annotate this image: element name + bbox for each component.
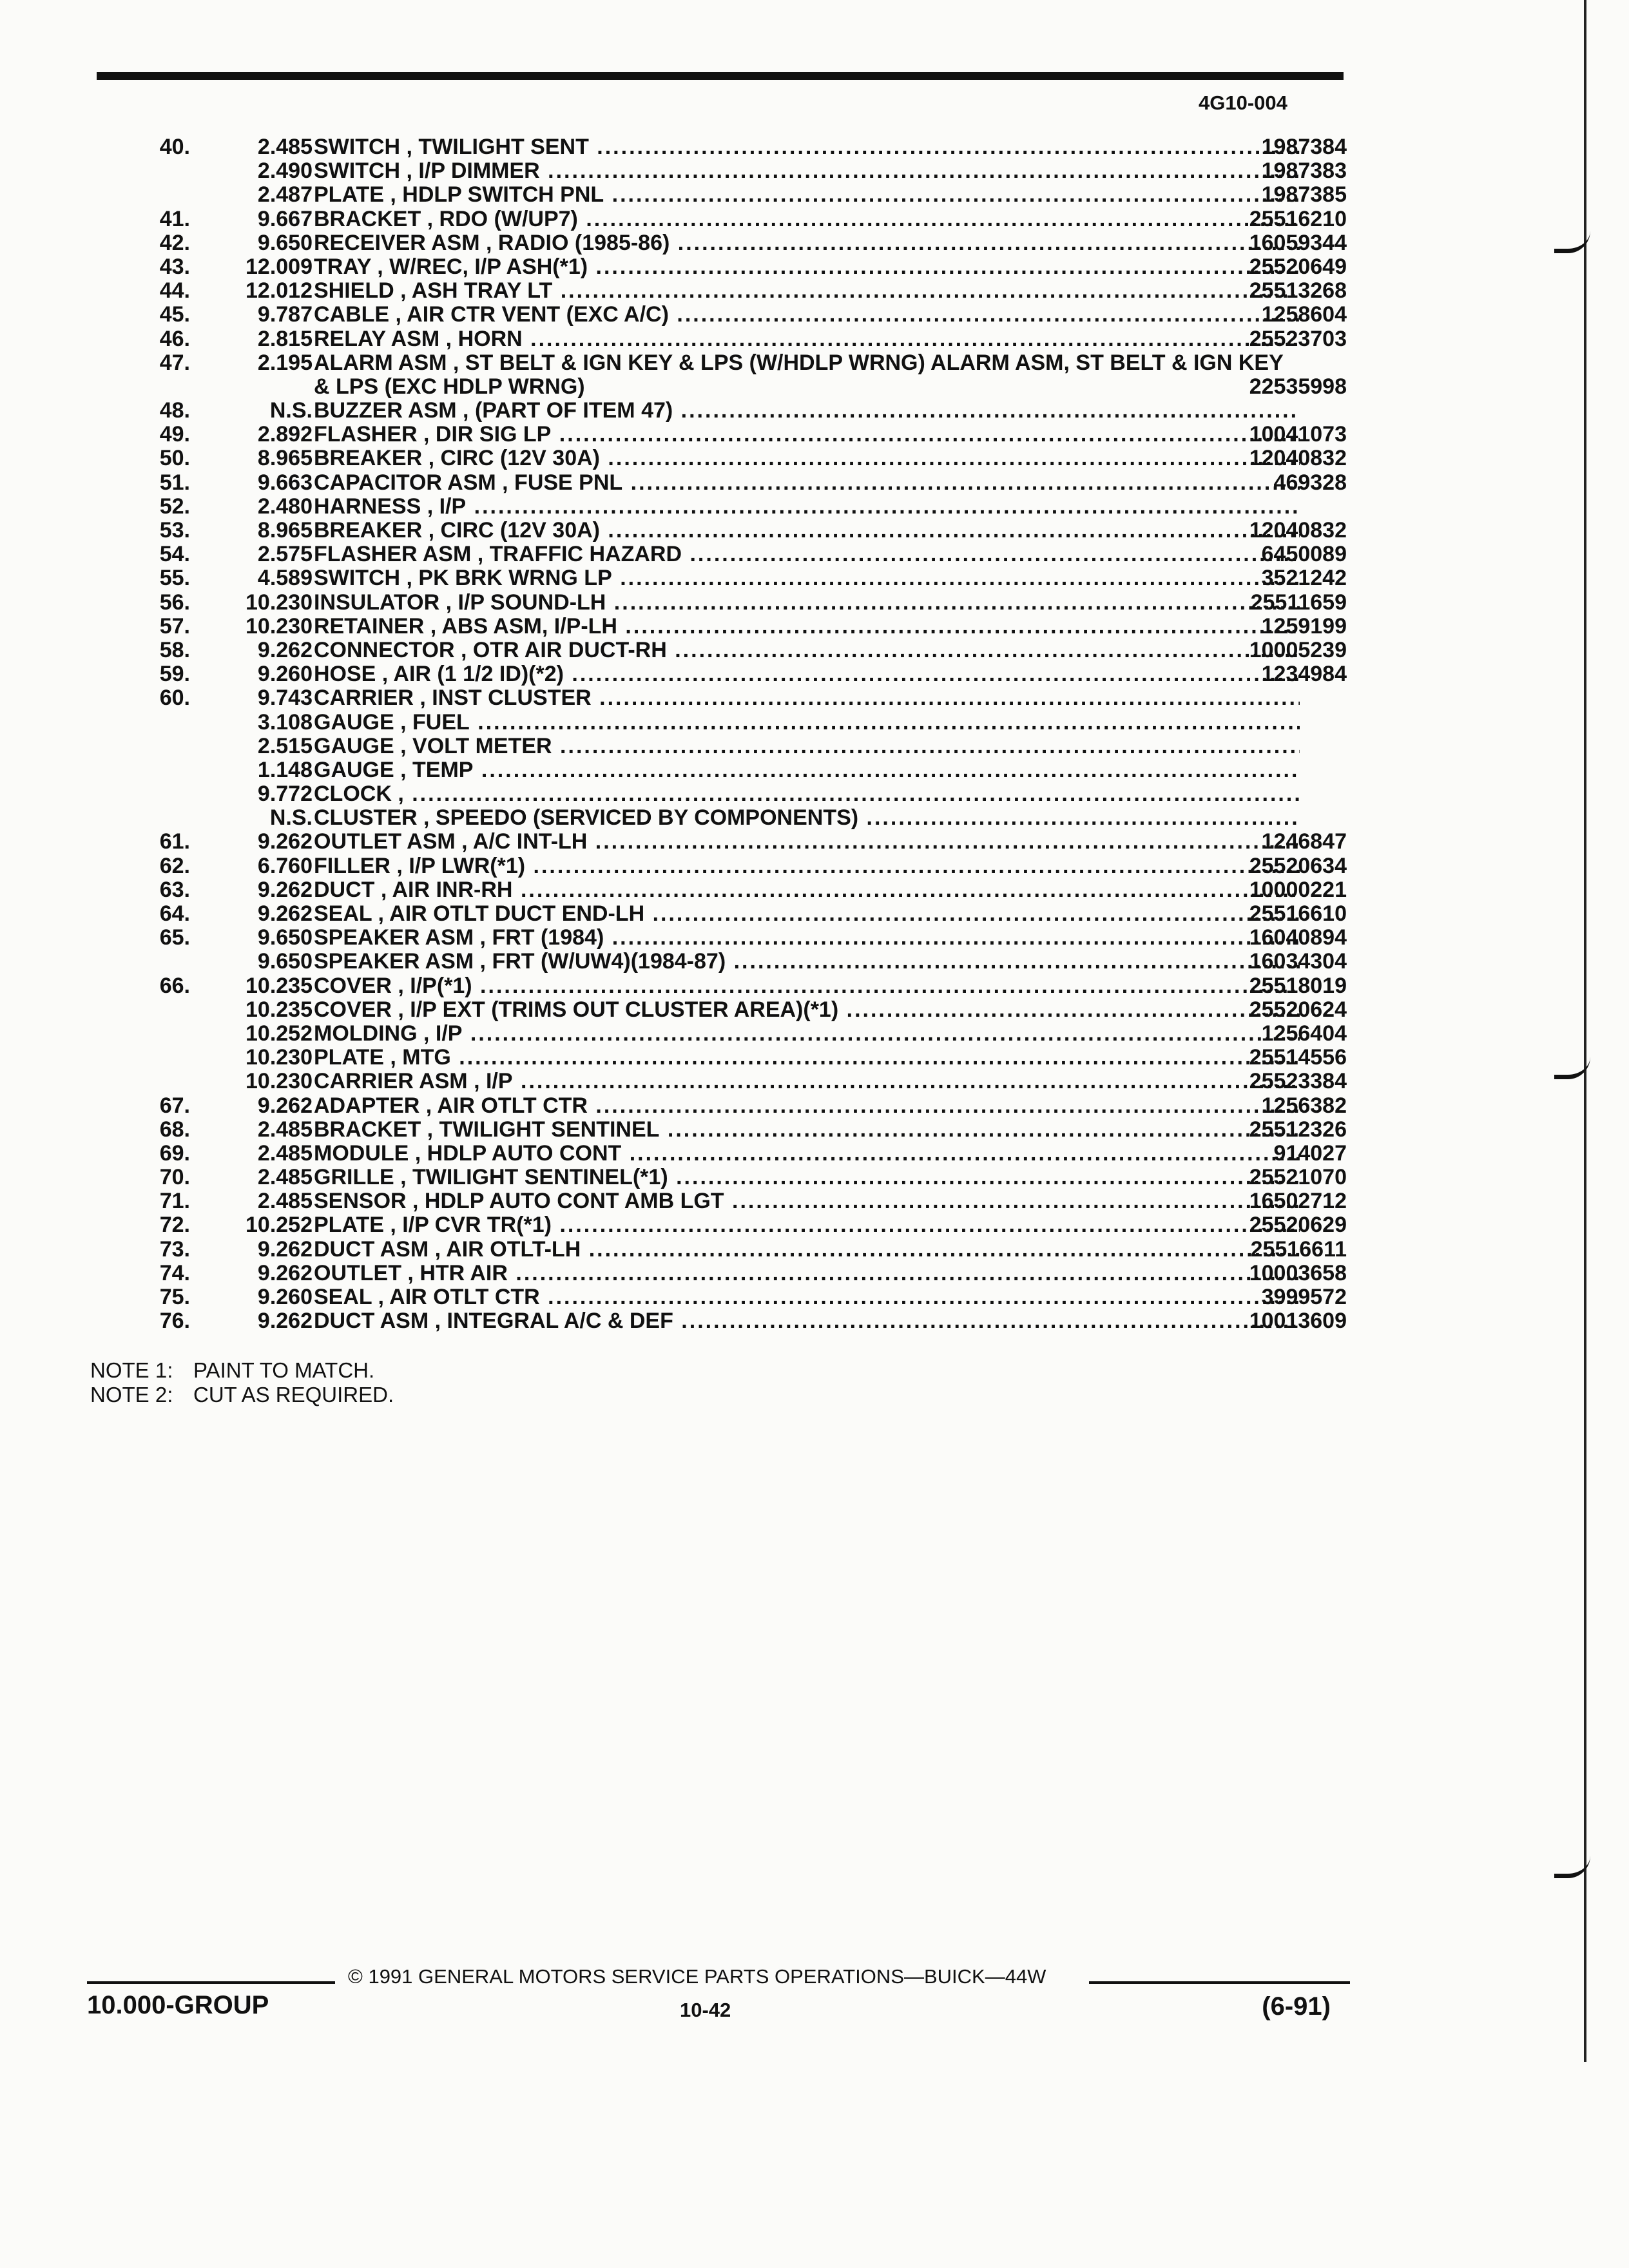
- parts-row: [97, 1262, 1347, 1285]
- parts-row: [97, 471, 1347, 495]
- description-text: SENSOR , HDLP AUTO CONT AMB LGT .....: [314, 1189, 1300, 1213]
- part-description: [314, 615, 1300, 639]
- description-text: MODULE , HDLP AUTO CONT .....: [314, 1142, 1300, 1166]
- description-text: GAUGE , TEMP .....: [314, 758, 1300, 782]
- part-description: [314, 830, 1300, 854]
- part-description: [314, 806, 1300, 830]
- part-description: [314, 1094, 1300, 1118]
- description-text: RECEIVER ASM , RADIO (1985-86) .....: [314, 231, 1300, 255]
- part-description: [314, 327, 1300, 351]
- group-number: 9.667: [257, 206, 313, 231]
- part-description: [314, 758, 1300, 782]
- parts-row: [97, 1070, 1347, 1093]
- group-number: 10.230: [246, 613, 313, 639]
- description-text: SHIELD , ASH TRAY LT .....: [314, 279, 1300, 303]
- part-description: [314, 1142, 1300, 1166]
- item-number: 54.: [159, 542, 190, 567]
- parts-row: [97, 974, 1347, 998]
- part-number: 469328: [1273, 470, 1347, 495]
- group-number: 2.485: [257, 1189, 313, 1214]
- part-description: [314, 303, 1300, 327]
- group-number: 12.012: [246, 278, 313, 303]
- part-number: 12040832: [1249, 446, 1347, 471]
- item-number: 65.: [159, 925, 190, 950]
- parts-row: [97, 854, 1347, 878]
- part-number: 25516611: [1250, 1236, 1347, 1262]
- part-description: [314, 711, 1300, 735]
- description-text: TRAY , W/REC, I/P ASH(*1) .....: [314, 255, 1300, 279]
- group-number: 9.262: [257, 829, 313, 854]
- description-text: COVER , I/P(*1) .....: [314, 974, 1300, 998]
- group-number: 2.485: [257, 1117, 313, 1142]
- group-number: 2.480: [257, 494, 313, 519]
- parts-row: [97, 1094, 1347, 1118]
- group-number: 2.487: [257, 182, 313, 207]
- part-number: 12040832: [1249, 518, 1347, 543]
- item-number: 48.: [159, 398, 190, 423]
- part-number: 1259199: [1261, 613, 1347, 639]
- part-description: [314, 207, 1300, 231]
- group-number: 9.262: [257, 1260, 313, 1285]
- part-description: [314, 423, 1300, 447]
- description-text: ADAPTER , AIR OTLT CTR .....: [314, 1094, 1300, 1118]
- note: [90, 1383, 394, 1407]
- part-number: 1256404: [1261, 1021, 1347, 1046]
- part-number: 22535998: [1249, 374, 1347, 399]
- description-text: BRACKET , TWILIGHT SENTINEL .....: [314, 1118, 1300, 1142]
- parts-row: [97, 1046, 1347, 1070]
- part-number: 25520649: [1249, 254, 1347, 279]
- part-number: 25521070: [1249, 1165, 1347, 1190]
- group-number: 2.485: [257, 1140, 313, 1166]
- parts-row: [97, 207, 1347, 231]
- part-number: 25520629: [1249, 1213, 1347, 1238]
- item-number: 61.: [159, 829, 190, 854]
- parts-row: [97, 495, 1347, 519]
- parts-row: [97, 1309, 1347, 1333]
- part-number: 6450089: [1261, 542, 1347, 567]
- group-number: 9.650: [257, 925, 313, 950]
- part-description: [314, 1213, 1300, 1237]
- description-text: PLATE , I/P CVR TR(*1) .....: [314, 1213, 1300, 1237]
- item-number: 59.: [159, 662, 190, 687]
- parts-row: [97, 1213, 1347, 1237]
- item-number: 63.: [159, 877, 190, 902]
- part-description: [314, 1285, 1300, 1309]
- item-number: 60.: [159, 686, 190, 711]
- item-number: 75.: [159, 1285, 190, 1310]
- part-description: [314, 399, 1300, 423]
- part-number: 25523703: [1249, 326, 1347, 351]
- part-description: [314, 854, 1300, 878]
- footer-rule-left: [87, 1981, 335, 1984]
- parts-row: [97, 711, 1347, 735]
- group-number: 10.230: [246, 1069, 313, 1094]
- description-text: COVER , I/P EXT (TRIMS OUT CLUSTER AREA)(*1) .....: [314, 998, 1300, 1022]
- group-number: 2.515: [257, 733, 313, 758]
- group-number: 9.650: [257, 230, 313, 255]
- group-number: 8.965: [257, 446, 313, 471]
- page-edge-rule: [1584, 0, 1586, 2062]
- parts-row: [97, 615, 1347, 639]
- group-number: 9.262: [257, 1309, 313, 1334]
- group-number: 9.787: [257, 302, 313, 327]
- parts-row: [97, 926, 1347, 950]
- item-number: 73.: [159, 1236, 190, 1262]
- item-number: 50.: [159, 446, 190, 471]
- part-description: [314, 662, 1300, 686]
- part-description: [314, 279, 1300, 303]
- part-description: [314, 998, 1300, 1022]
- part-description: [314, 566, 1300, 590]
- parts-row: [97, 662, 1347, 686]
- group-label: 10.000-GROUP: [87, 1991, 269, 2019]
- part-number: 25514556: [1249, 1045, 1347, 1070]
- part-number: 25520624: [1249, 997, 1347, 1022]
- parts-row: [97, 255, 1347, 279]
- part-number: 1256382: [1261, 1093, 1347, 1118]
- part-description: [314, 926, 1300, 950]
- revision-date: (6-91): [1262, 1992, 1331, 2021]
- group-number: 9.262: [257, 637, 313, 662]
- item-number: 72.: [159, 1213, 190, 1238]
- part-number: 1987383: [1261, 159, 1347, 184]
- part-description: [314, 1262, 1300, 1285]
- group-number: 4.589: [257, 566, 313, 591]
- parts-row: [97, 998, 1347, 1022]
- parts-row: [97, 519, 1347, 543]
- group-number: 9.262: [257, 1236, 313, 1262]
- parts-row: [97, 1118, 1347, 1142]
- part-description: [314, 686, 1300, 710]
- note: [90, 1358, 394, 1383]
- description-text: FILLER , I/P LWR(*1) .....: [314, 854, 1300, 878]
- item-number: 42.: [159, 230, 190, 255]
- item-number: 44.: [159, 278, 190, 303]
- group-number: 9.663: [257, 470, 313, 495]
- page-number: 10-42: [680, 1999, 731, 2021]
- item-number: 53.: [159, 518, 190, 543]
- parts-row: [97, 1285, 1347, 1309]
- description-text: SPEAKER ASM , FRT (1984) .....: [314, 926, 1300, 950]
- item-number: 58.: [159, 637, 190, 662]
- part-description: [314, 639, 1300, 662]
- parts-row: [97, 327, 1347, 351]
- description-text: BUZZER ASM , (PART OF ITEM 47) .....: [314, 399, 1300, 423]
- group-number: 10.230: [246, 590, 313, 615]
- parts-row: [97, 735, 1347, 758]
- part-number: 25518019: [1249, 973, 1347, 998]
- description-text: PLATE , MTG .....: [314, 1046, 1300, 1070]
- part-number: 1246847: [1261, 829, 1347, 854]
- description-text: CARRIER , INST CLUSTER .....: [314, 686, 1300, 710]
- parts-row: [97, 878, 1347, 902]
- group-number: 2.575: [257, 542, 313, 567]
- description-text: FLASHER ASM , TRAFFIC HAZARD .....: [314, 543, 1300, 566]
- part-description: [314, 471, 1300, 495]
- description-text: GAUGE , VOLT METER .....: [314, 735, 1300, 758]
- part-number: 10013609: [1249, 1309, 1347, 1334]
- group-number: 9.743: [257, 686, 313, 711]
- item-number: 76.: [159, 1309, 190, 1334]
- group-number: 2.815: [257, 326, 313, 351]
- part-description: [314, 1022, 1300, 1046]
- parts-row: [97, 758, 1347, 782]
- description-text: SWITCH , PK BRK WRNG LP .....: [314, 566, 1300, 590]
- description-text: BRACKET , RDO (W/UP7) .....: [314, 207, 1300, 231]
- item-number: 74.: [159, 1260, 190, 1285]
- group-number: 10.252: [246, 1021, 313, 1046]
- part-description: [314, 1070, 1300, 1093]
- item-number: 46.: [159, 326, 190, 351]
- group-number: 8.965: [257, 518, 313, 543]
- part-description: [314, 255, 1300, 279]
- notes-section: [90, 1358, 394, 1407]
- top-rule: [97, 72, 1344, 80]
- parts-row: [97, 902, 1347, 926]
- description-text: GAUGE , FUEL .....: [314, 711, 1300, 735]
- description-text: HOSE , AIR (1 1/2 ID)(*2) .....: [314, 662, 1300, 686]
- parts-row: [97, 423, 1347, 447]
- group-number: 10.235: [246, 997, 313, 1022]
- item-number: 67.: [159, 1093, 190, 1118]
- parts-row: [97, 782, 1347, 806]
- parts-row: [97, 447, 1347, 470]
- description-text: RETAINER , ABS ASM, I/P-LH .....: [314, 615, 1300, 639]
- part-number: 10041073: [1249, 422, 1347, 447]
- description-text: CABLE , AIR CTR VENT (EXC A/C) .....: [314, 303, 1300, 327]
- item-number: 70.: [159, 1165, 190, 1190]
- note-label: NOTE 1:: [90, 1358, 173, 1382]
- part-description: [314, 447, 1300, 470]
- part-description: [314, 1189, 1300, 1213]
- part-number: 25512326: [1249, 1117, 1347, 1142]
- description-text: CLUSTER , SPEEDO (SERVICED BY COMPONENTS) .....: [314, 806, 1300, 830]
- part-description: [314, 495, 1300, 519]
- parts-row: [97, 686, 1347, 710]
- item-number: 68.: [159, 1117, 190, 1142]
- part-number: 10003658: [1249, 1260, 1347, 1285]
- group-number: 1.148: [257, 757, 313, 782]
- part-description: [314, 1118, 1300, 1142]
- parts-row: [97, 1166, 1347, 1189]
- part-number: 3521242: [1261, 566, 1347, 591]
- part-number: 10005239: [1249, 637, 1347, 662]
- part-description: [314, 231, 1300, 255]
- part-number: 25516210: [1249, 206, 1347, 231]
- description-text: DUCT ASM , INTEGRAL A/C & DEF .....: [314, 1309, 1300, 1333]
- part-description: [314, 135, 1300, 159]
- group-number: N.S.: [269, 398, 313, 423]
- description-text: MOLDING , I/P .....: [314, 1022, 1300, 1046]
- description-text: DUCT ASM , AIR OTLT-LH .....: [314, 1238, 1300, 1262]
- part-number: 1234984: [1261, 662, 1347, 687]
- description-text: ALARM ASM , ST BELT & IGN KEY & LPS (W/HDLP WRNG) ALARM ASM, ST BELT & IGN KEY & LPS (EXC HDLP WRNG): [314, 351, 1284, 399]
- part-number: 1987385: [1261, 182, 1347, 207]
- description-text: RELAY ASM , HORN .....: [314, 327, 1300, 351]
- part-number: 3999572: [1261, 1285, 1347, 1310]
- part-description: [314, 878, 1300, 902]
- group-number: 9.262: [257, 877, 313, 902]
- group-number: 2.485: [257, 135, 313, 159]
- part-number: 10000221: [1249, 877, 1347, 902]
- part-number: 25516610: [1249, 901, 1347, 927]
- part-description: [314, 902, 1300, 926]
- description-text: CAPACITOR ASM , FUSE PNL .....: [314, 471, 1300, 495]
- part-description: [314, 519, 1300, 543]
- part-number: 16502712: [1249, 1189, 1347, 1214]
- description-text: INSULATOR , I/P SOUND-LH .....: [314, 591, 1300, 615]
- description-text: OUTLET , HTR AIR .....: [314, 1262, 1300, 1285]
- description-text: CARRIER ASM , I/P .....: [314, 1070, 1300, 1093]
- group-number: 3.108: [257, 709, 313, 735]
- description-text: CONNECTOR , OTR AIR DUCT-RH .....: [314, 639, 1300, 662]
- parts-row: [97, 830, 1347, 854]
- parts-row: [97, 543, 1347, 566]
- parts-row: [97, 1189, 1347, 1213]
- description-text: SEAL , AIR OTLT CTR .....: [314, 1285, 1300, 1309]
- description-text: OUTLET ASM , A/C INT-LH .....: [314, 830, 1300, 854]
- description-text: HARNESS , I/P .....: [314, 495, 1300, 519]
- item-number: 62.: [159, 853, 190, 878]
- note-text: CUT AS REQUIRED.: [193, 1383, 394, 1407]
- part-description: [314, 1166, 1300, 1189]
- group-number: 9.260: [257, 662, 313, 687]
- item-number: 64.: [159, 901, 190, 927]
- part-description: [314, 591, 1300, 615]
- item-number: 49.: [159, 422, 190, 447]
- parts-row: [97, 303, 1347, 327]
- part-description: [314, 1238, 1300, 1262]
- description-text: FLASHER , DIR SIG LP .....: [314, 423, 1300, 447]
- group-number: 9.772: [257, 782, 313, 807]
- group-number: 10.230: [246, 1045, 313, 1070]
- part-number: 914027: [1273, 1140, 1347, 1166]
- parts-row: [97, 135, 1347, 159]
- group-number: 9.262: [257, 901, 313, 927]
- group-number: 12.009: [246, 254, 313, 279]
- page-code: 4G10-004: [1199, 91, 1287, 114]
- parts-row: [97, 399, 1347, 423]
- group-number: 10.252: [246, 1213, 313, 1238]
- item-number: 41.: [159, 206, 190, 231]
- description-text: GRILLE , TWILIGHT SENTINEL(*1) .....: [314, 1166, 1300, 1189]
- part-description: [314, 351, 1300, 399]
- group-number: N.S.: [269, 805, 313, 831]
- description-text: DUCT , AIR INR-RH .....: [314, 878, 1300, 902]
- group-number: 10.235: [246, 973, 313, 998]
- group-number: 2.195: [257, 350, 313, 375]
- part-number: 25520634: [1249, 853, 1347, 878]
- part-description: [314, 159, 1300, 183]
- item-number: 43.: [159, 254, 190, 279]
- group-number: 9.262: [257, 1093, 313, 1118]
- parts-row: [97, 591, 1347, 615]
- item-number: 47.: [159, 350, 190, 375]
- part-number: 16059344: [1249, 230, 1347, 255]
- parts-row: [97, 279, 1347, 303]
- part-description: [314, 974, 1300, 998]
- part-number: 25513268: [1249, 278, 1347, 303]
- item-number: 52.: [159, 494, 190, 519]
- part-number: 25511659: [1250, 590, 1347, 615]
- group-number: 2.892: [257, 422, 313, 447]
- description-text: SEAL , AIR OTLT DUCT END-LH .....: [314, 902, 1300, 926]
- item-number: 69.: [159, 1140, 190, 1166]
- description-text: CLOCK , .....: [314, 782, 1300, 806]
- parts-row: [97, 183, 1347, 207]
- parts-list: [97, 135, 1347, 1333]
- parts-row: [97, 806, 1347, 830]
- part-number: 16034304: [1249, 949, 1347, 974]
- item-number: 57.: [159, 613, 190, 639]
- description-text: SWITCH , TWILIGHT SENT .....: [314, 135, 1300, 159]
- item-number: 45.: [159, 302, 190, 327]
- parts-row: [97, 1142, 1347, 1166]
- parts-row: [97, 159, 1347, 183]
- group-number: 6.760: [257, 853, 313, 878]
- description-text: BREAKER , CIRC (12V 30A) .....: [314, 519, 1300, 543]
- parts-row: [97, 639, 1347, 662]
- group-number: 2.490: [257, 159, 313, 184]
- group-number: 9.260: [257, 1285, 313, 1310]
- part-description: [314, 1046, 1300, 1070]
- note-text: PAINT TO MATCH.: [193, 1358, 375, 1382]
- parts-row: [97, 351, 1347, 399]
- item-number: 66.: [159, 973, 190, 998]
- description-text: SPEAKER ASM , FRT (W/UW4)(1984-87) .....: [314, 950, 1300, 974]
- part-description: [314, 1309, 1300, 1333]
- description-text: BREAKER , CIRC (12V 30A) .....: [314, 447, 1300, 470]
- parts-row: [97, 566, 1347, 590]
- copyright-text: © 1991 GENERAL MOTORS SERVICE PARTS OPERATIONS—BUICK—44W: [348, 1965, 1046, 1988]
- parts-row: [97, 231, 1347, 255]
- description-text: PLATE , HDLP SWITCH PNL .....: [314, 183, 1300, 207]
- part-description: [314, 543, 1300, 566]
- part-description: [314, 183, 1300, 207]
- item-number: 55.: [159, 566, 190, 591]
- part-description: [314, 782, 1300, 806]
- part-number: 25523384: [1249, 1069, 1347, 1094]
- parts-row: [97, 950, 1347, 974]
- part-number: 1987384: [1261, 135, 1347, 159]
- group-number: 9.650: [257, 949, 313, 974]
- part-number: 1258604: [1261, 302, 1347, 327]
- group-number: 2.485: [257, 1165, 313, 1190]
- item-number: 56.: [159, 590, 190, 615]
- footer-rule-right: [1089, 1981, 1350, 1984]
- description-text: SWITCH , I/P DIMMER .....: [314, 159, 1300, 183]
- part-number: 16040894: [1249, 925, 1347, 950]
- note-label: NOTE 2:: [90, 1383, 173, 1407]
- page-footer: [87, 1959, 1350, 2042]
- part-description: [314, 950, 1300, 974]
- item-number: 51.: [159, 470, 190, 495]
- parts-row: [97, 1238, 1347, 1262]
- part-description: [314, 735, 1300, 758]
- item-number: 71.: [159, 1189, 190, 1214]
- parts-row: [97, 1022, 1347, 1046]
- item-number: 40.: [159, 135, 190, 159]
